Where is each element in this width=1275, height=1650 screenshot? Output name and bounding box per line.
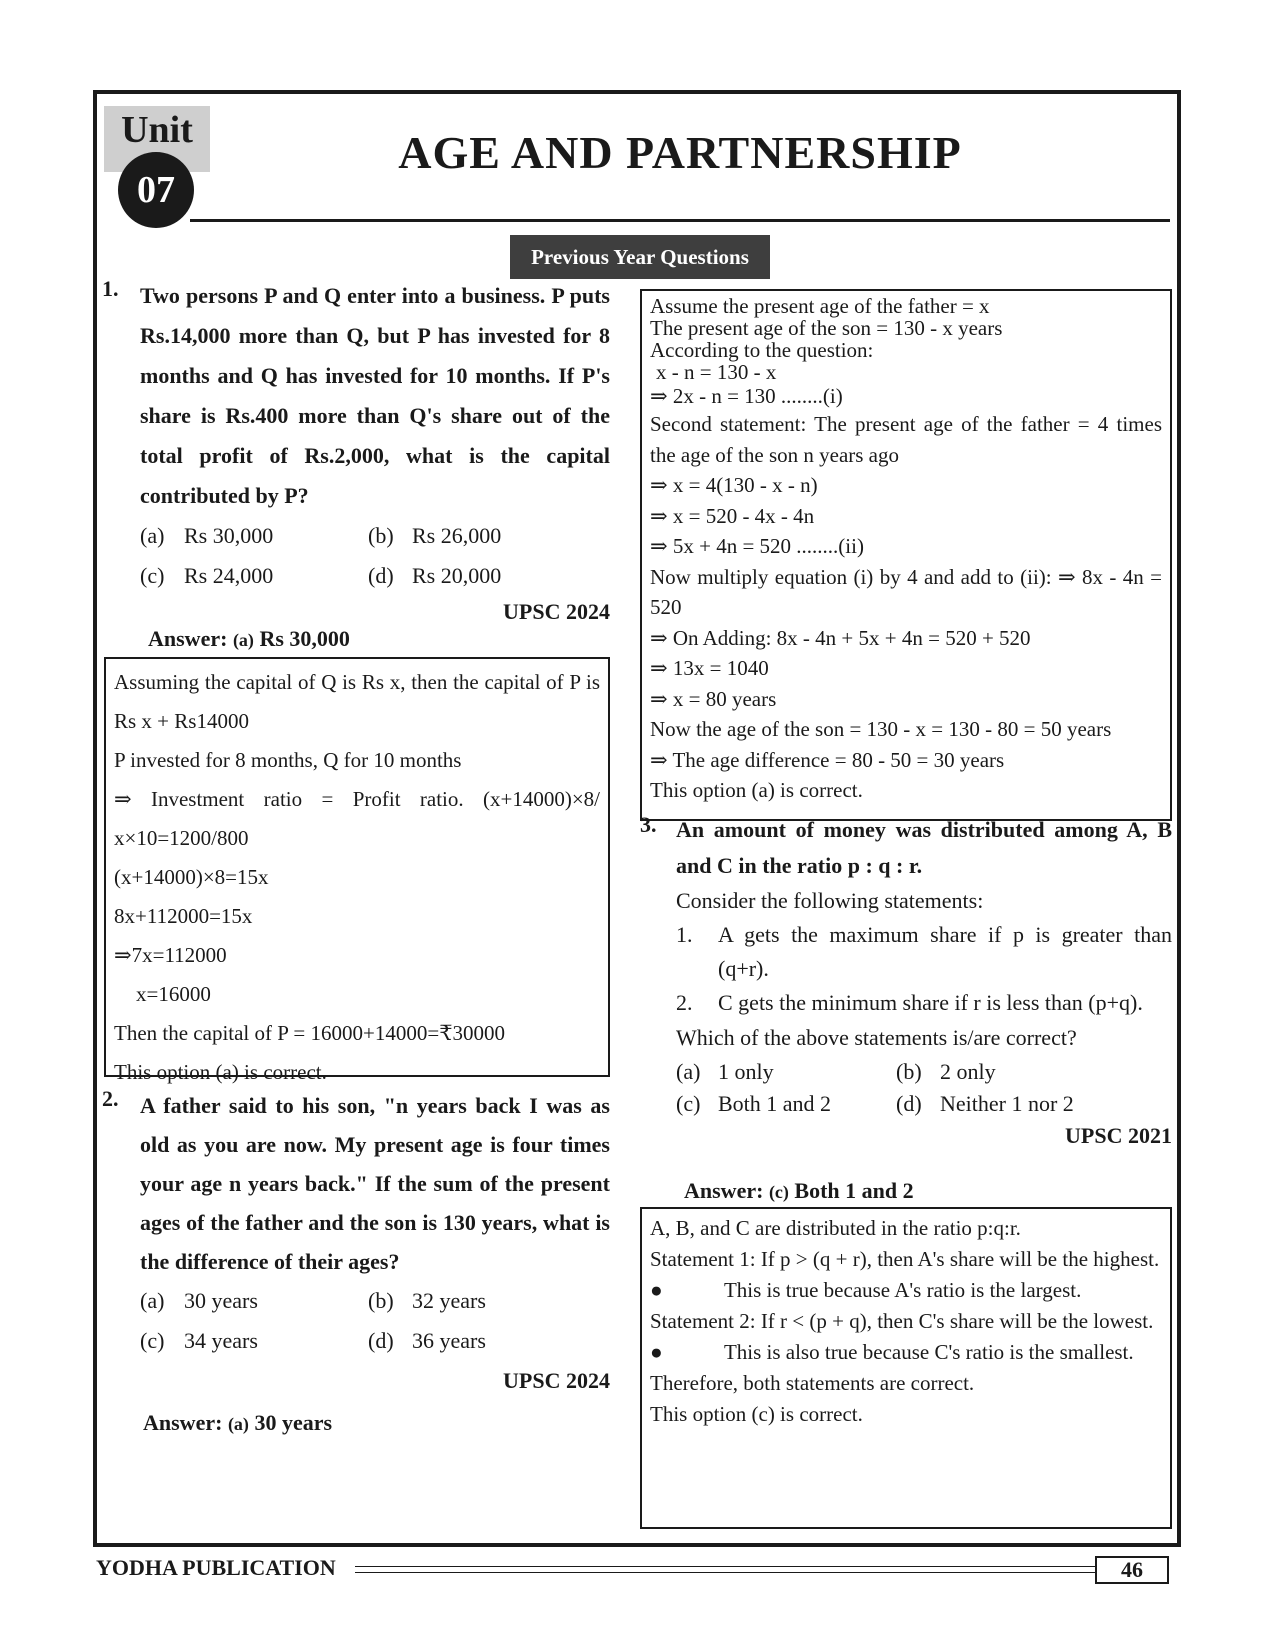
solution-line: ⇒ 5x + 4n = 520 ........(ii) — [650, 534, 864, 558]
solution-line: Now multiply equation (i) by 4 and add to (ii): ⇒ 8x - 4n = 520 — [650, 564, 1162, 619]
solution-line: x=16000 — [136, 982, 211, 1006]
solution-line: This is true because A's ratio is the largest. — [723, 1278, 1082, 1302]
solution-box — [640, 289, 1172, 821]
exam-tag: UPSC 2024 — [503, 599, 610, 624]
solution-line: This option (a) is correct. — [650, 778, 863, 802]
answer-label: Answer: — [148, 626, 228, 651]
option-key: (d) — [368, 1328, 394, 1353]
solution-bullet — [650, 1275, 1162, 1306]
solution-line: Statement 2: If r < (p + q), then C's share will be the lowest. — [650, 1309, 1154, 1333]
answer-key: (c) — [768, 1182, 789, 1202]
statement-text: C gets the minimum share if r is less than (p+q). — [718, 990, 1143, 1015]
option-key: (c) — [140, 563, 165, 588]
option-text: 30 years — [184, 1288, 258, 1313]
solution-line: According to the question: — [650, 338, 874, 362]
question-2 — [102, 1086, 610, 1397]
question-3 — [640, 812, 1172, 1152]
answer-line — [148, 626, 350, 652]
page-number: 46 — [1095, 1556, 1169, 1584]
option-key: (b) — [896, 1059, 922, 1084]
solution-line: ⇒7x=112000 — [114, 943, 227, 967]
option-text: Rs 24,000 — [184, 563, 274, 588]
option-text: Both 1 and 2 — [718, 1091, 832, 1116]
option-text: 36 years — [412, 1328, 486, 1353]
option-text: 34 years — [184, 1328, 258, 1353]
options-row — [140, 516, 610, 556]
option-key: (a) — [140, 1288, 165, 1313]
answer-line — [684, 1178, 914, 1204]
solution-line: ⇒ 13x = 1040 — [650, 656, 769, 680]
options-row — [140, 1321, 610, 1361]
chapter-title: AGE AND PARTNERSHIP — [398, 127, 962, 178]
option-key: (d) — [368, 563, 394, 588]
option-text: Rs 26,000 — [412, 523, 502, 548]
answer-text: Both 1 and 2 — [794, 1178, 914, 1203]
statement-number: 2. — [676, 990, 693, 1015]
solution-line: ⇒ x = 520 - 4x - 4n — [650, 503, 815, 528]
statement-item — [676, 918, 1172, 986]
answer-text: 30 years — [254, 1410, 333, 1435]
solution-line: ⇒ The age difference = 80 - 50 = 30 years — [650, 747, 1005, 772]
option-text: 1 only — [718, 1059, 774, 1084]
solution-bullet — [650, 1337, 1162, 1368]
option-key: (c) — [676, 1091, 701, 1116]
solution-line: P invested for 8 months, Q for 10 months — [114, 748, 462, 772]
solution-line: Assuming the capital of Q is Rs x, then the capital of P is Rs x + Rs14000 — [114, 670, 600, 733]
solution-line: This is also true because C's ratio is the smallest. — [723, 1340, 1134, 1364]
answer-key: (a) — [232, 630, 254, 650]
question-number: 2. — [102, 1086, 119, 1111]
question-stem: An amount of money was distributed among A, B and C in the ratio p : q : r. — [676, 817, 1172, 878]
question-stem: Two persons P and Q enter into a business. P puts Rs.14,000 more than Q, but P has invested for 8 months and Q has invested for 10 months. If P's share is Rs.400 more than Q's share out of the total profit of Rs.2,000, what is the capital contributed by P? — [140, 283, 610, 508]
solution-line: The present age of the son = 130 - x years — [650, 316, 1003, 340]
option-key: (b) — [368, 1288, 394, 1313]
statement-number: 1. — [676, 922, 693, 947]
solution-line: ⇒ x = 80 years — [650, 686, 777, 711]
solution-line: Second statement: The present age of the father = 4 times the age of the son n years ago — [650, 412, 1162, 467]
answer-label: Answer: — [143, 1410, 223, 1435]
option-key: (a) — [140, 523, 165, 548]
section-banner: Previous Year Questions — [510, 235, 770, 279]
option-key: (d) — [896, 1091, 922, 1116]
solution-line: Now the age of the son = 130 - x = 130 - 80 = 50 years — [650, 717, 1112, 741]
options-row — [676, 1056, 1172, 1088]
exam-tag: UPSC 2021 — [1065, 1123, 1172, 1148]
option-text: 2 only — [940, 1059, 996, 1084]
options-row — [140, 556, 610, 596]
solution-line: Therefore, both statements are correct. — [650, 1371, 975, 1395]
solution-line: ⇒ Investment ratio = Profit ratio. (x+14000)×8/ x×10=1200/800 — [114, 787, 600, 850]
solution-line: Then the capital of P = 16000+14000=₹30000 — [114, 1021, 506, 1045]
question-number: 3. — [640, 812, 657, 837]
answer-label: Answer: — [684, 1178, 764, 1203]
solution-line: ⇒ 2x - n = 130 ........(i) — [650, 384, 843, 408]
solution-line: A, B, and C are distributed in the ratio p:q:r. — [650, 1216, 1021, 1240]
publisher-name: YODHA PUBLICATION — [96, 1555, 336, 1580]
question-ask: Which of the above statements is/are correct? — [676, 1025, 1077, 1050]
solution-line: Statement 1: If p > (q + r), then A's share will be the highest. — [650, 1247, 1160, 1271]
solution-line: Assume the present age of the father = x — [650, 294, 990, 318]
solution-box — [104, 657, 610, 1084]
unit-number-badge: 07 — [118, 152, 194, 228]
bullet-icon: ● — [650, 1278, 663, 1302]
answer-text: Rs 30,000 — [259, 626, 350, 651]
solution-line: 8x+112000=15x — [114, 904, 253, 928]
answer-line — [143, 1410, 332, 1436]
exam-tag: UPSC 2024 — [503, 1368, 610, 1393]
question-stem: A father said to his son, "n years back I was as old as you are now. My present age is four times your age n years back." If the sum of the present ages of the father and the son is 130 years, what is the difference of their ages? — [140, 1093, 610, 1274]
option-key: (b) — [368, 523, 394, 548]
solution-line: ⇒ x = 4(130 - x - n) — [650, 473, 818, 497]
question-number: 1. — [102, 276, 119, 301]
solution-line: ⇒ On Adding: 8x - 4n + 5x + 4n = 520 + 520 — [650, 625, 1031, 650]
statement-item — [676, 986, 1172, 1020]
solution-line: This option (c) is correct. — [650, 1402, 863, 1426]
option-key: (c) — [140, 1328, 165, 1353]
statement-text: A gets the maximum share if p is greater than (q+r). — [718, 922, 1172, 981]
solution-box — [640, 1207, 1172, 1529]
answer-key: (a) — [227, 1414, 249, 1434]
bullet-icon: ● — [650, 1340, 663, 1364]
unit-label: Unit — [121, 109, 193, 151]
option-text: 32 years — [412, 1288, 486, 1313]
solution-line: This option (a) is correct. — [114, 1060, 327, 1084]
option-text: Neither 1 nor 2 — [940, 1091, 1074, 1116]
footer-rule — [355, 1566, 1095, 1573]
option-text: Rs 30,000 — [184, 523, 274, 548]
solution-line: (x+14000)×8=15x — [114, 865, 269, 889]
question-1 — [102, 276, 610, 628]
option-text: Rs 20,000 — [412, 563, 502, 588]
options-row — [140, 1281, 610, 1321]
title-divider — [190, 219, 1170, 222]
options-row — [676, 1088, 1172, 1120]
option-key: (a) — [676, 1059, 701, 1084]
question-intro: Consider the following statements: — [676, 888, 984, 913]
solution-line: x - n = 130 - x — [656, 360, 777, 384]
